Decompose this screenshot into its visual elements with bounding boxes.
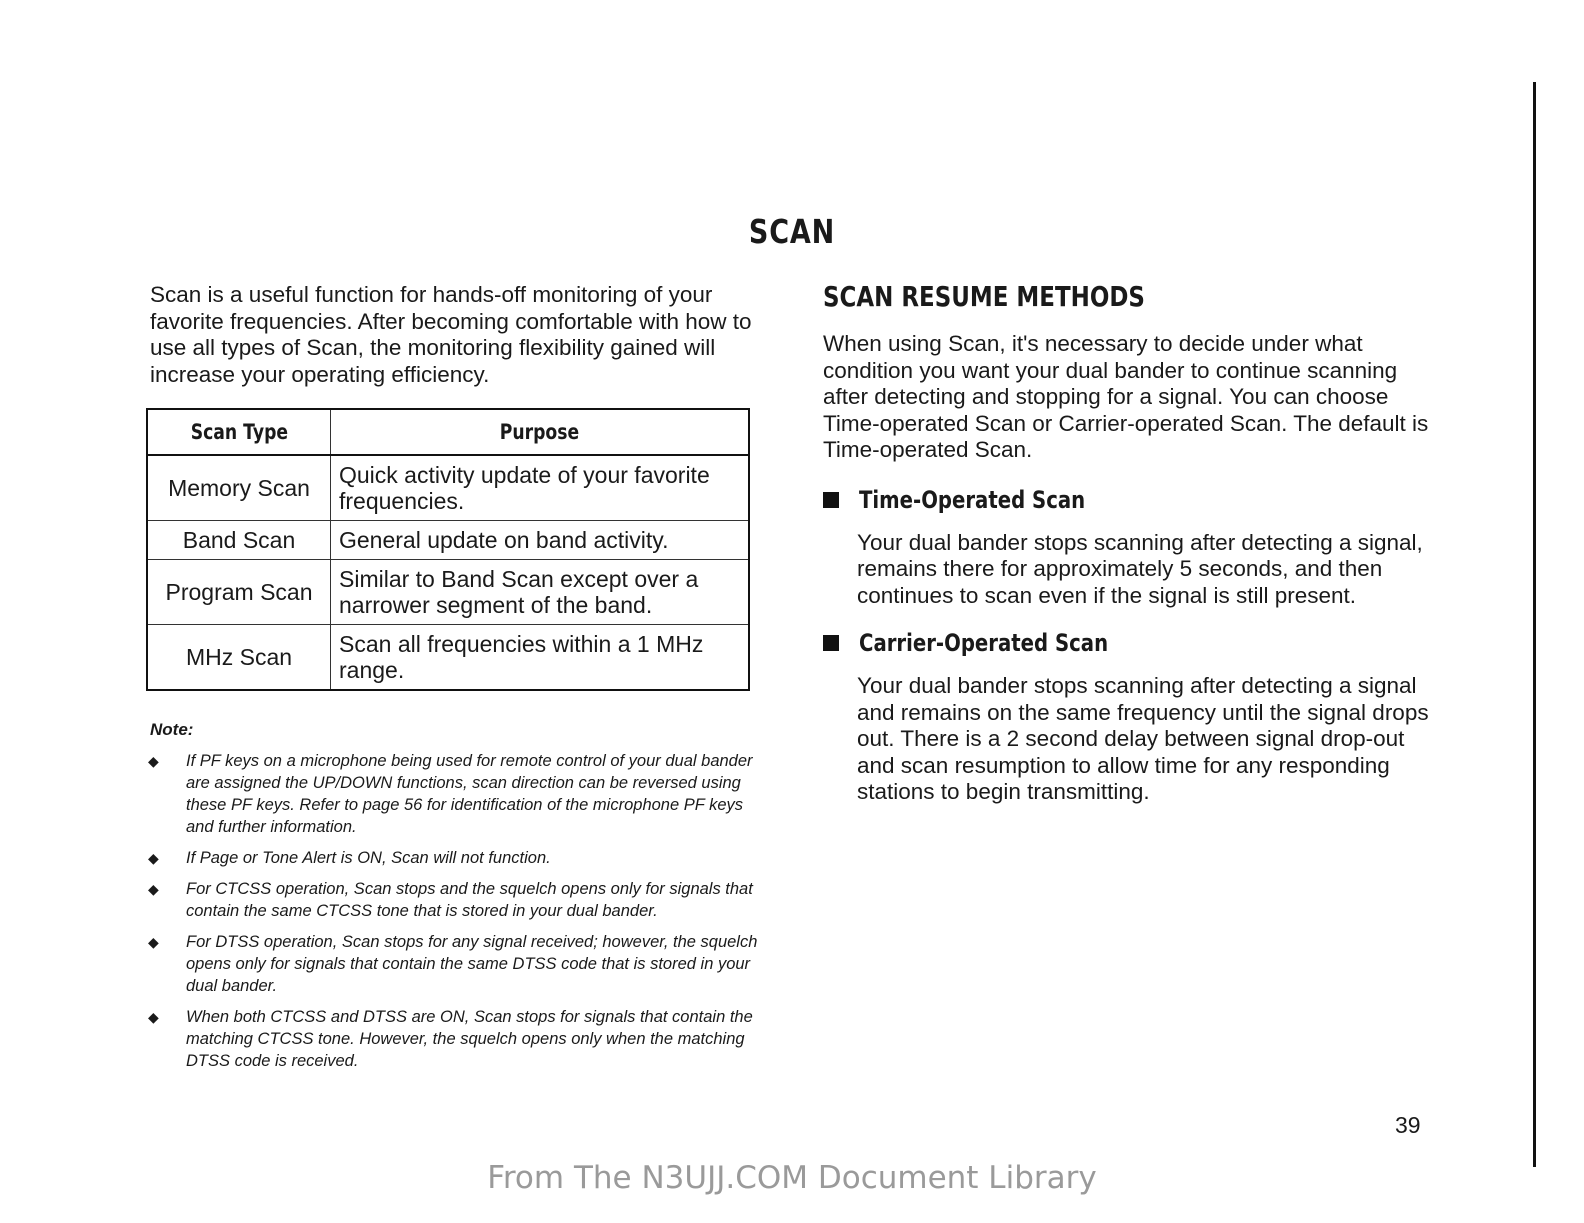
table-row: [147, 455, 749, 521]
scan-type-cell: MHz Scan: [147, 625, 331, 691]
page-edge-line: [1533, 82, 1536, 1167]
scan-resume-section: [823, 280, 1433, 826]
purpose-cell: Quick activity update of your favorite frequencies.: [331, 455, 750, 521]
subsection-title: Carrier-Operated Scan: [859, 629, 1109, 657]
scan-type-cell: Program Scan: [147, 560, 331, 625]
notes-list: [148, 750, 758, 1081]
purpose-cell: Similar to Band Scan except over a narrower segment of the band.: [331, 560, 750, 625]
time-operated-scan: [823, 486, 1433, 610]
note-item: ◆ If Page or Tone Alert is ON, Scan will not function.: [148, 849, 551, 867]
diamond-bullet-icon: ◆: [148, 753, 159, 769]
table-row: [147, 625, 749, 691]
subsection-body: Your dual bander stops scanning after detecting a signal and remains on the same frequency until the signal drops out. There is a 2 second delay between signal drop-out and scan resumption to allow time for any responding stations to begin transmitting.: [857, 673, 1429, 804]
footer-watermark: From The N3UJJ.COM Document Library: [487, 1160, 1097, 1196]
note-item: ◆ If PF keys on a microphone being used for remote control of your dual bander are assigned the UP/DOWN functions, scan direction can be reversed using these PF keys. Refer to page 56 for identification of the microphone PF keys and further information.: [148, 752, 753, 836]
subsection-title: Time-Operated Scan: [859, 485, 1086, 514]
carrier-operated-scan: [823, 629, 1433, 806]
diamond-bullet-icon: ◆: [148, 850, 159, 866]
table-row: [147, 560, 749, 625]
square-bullet-icon: [823, 492, 839, 508]
section-heading: SCAN RESUME METHODS: [823, 280, 1145, 313]
page-number: 39: [1395, 1112, 1421, 1138]
diamond-bullet-icon: ◆: [148, 1009, 159, 1025]
table-header-row: [147, 409, 749, 455]
note-label: Note:: [150, 720, 194, 739]
page-title: SCAN: [748, 212, 836, 251]
scan-type-table: [146, 408, 750, 691]
note-item: ◆ When both CTCSS and DTSS are ON, Scan stops for signals that contain the matching CTCSS tone. However, the squelch opens only when the matching DTSS code is received.: [148, 1008, 753, 1070]
diamond-bullet-icon: ◆: [148, 881, 159, 897]
diamond-bullet-icon: ◆: [148, 934, 159, 950]
note-item: ◆ For CTCSS operation, Scan stops and the squelch opens only for signals that contain the same CTCSS tone that is stored in your dual bander.: [148, 880, 753, 920]
scan-type-cell: Band Scan: [147, 521, 331, 560]
table-row: [147, 521, 749, 560]
purpose-cell: General update on band activity.: [331, 521, 750, 560]
subsection-heading: [823, 486, 1433, 514]
intro-paragraph: Scan is a useful function for hands-off monitoring of your favorite frequencies. After becoming comfortable with how to use all types of Scan, the monitoring flexibility gained will increase your operating efficiency.: [150, 282, 752, 387]
note-item: ◆ For DTSS operation, Scan stops for any signal received; however, the squelch opens only for signals that contain the same DTSS code that is stored in your dual bander.: [148, 933, 758, 995]
header-purpose: Purpose: [331, 409, 750, 455]
purpose-cell: Scan all frequencies within a 1 MHz range.: [339, 631, 704, 683]
scan-type-cell: Memory Scan: [147, 455, 331, 521]
square-bullet-icon: [823, 635, 839, 651]
section-body: When using Scan, it's necessary to decide under what condition you want your dual bander to continue scanning after detecting and stopping for a signal. You can choose Time-operated Scan or Carrier-operated Scan. The default is Time-operated Scan.: [823, 331, 1429, 462]
subsection-heading: [823, 629, 1433, 657]
subsection-body: Your dual bander stops scanning after detecting a signal, remains there for approximately 5 seconds, and then continues to scan even if the signal is still present.: [857, 529, 1423, 608]
header-scan-type: Scan Type: [147, 409, 331, 455]
